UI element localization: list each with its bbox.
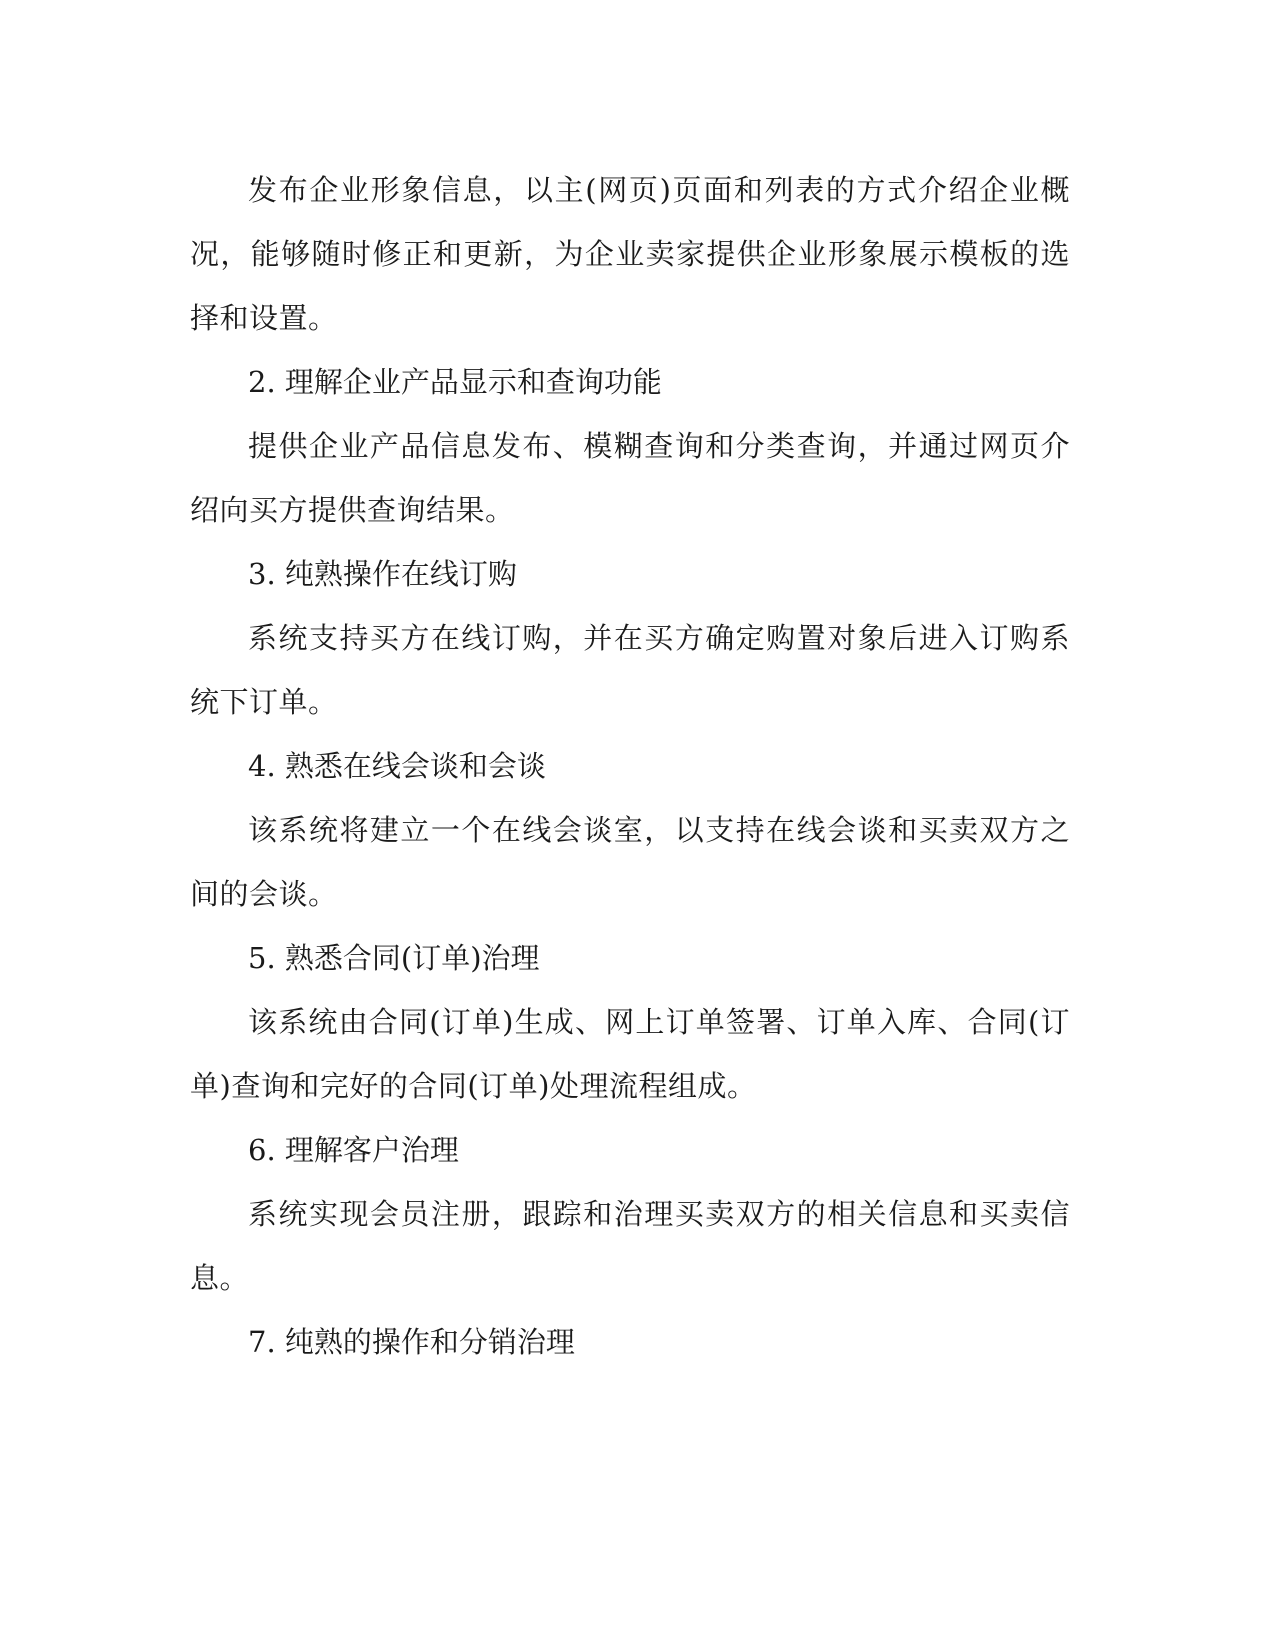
heading-contract-management: 5. 熟悉合同(订单)治理	[248, 941, 540, 975]
paragraph-product-display: 提供企业产品信息发布、模糊查询和分类查询，并通过网页介绍向买方提供查询结果。	[190, 429, 1070, 527]
heading-customer-management: 6. 理解客户治理	[248, 1133, 459, 1167]
paragraph-online-meeting: 该系统将建立一个在线会谈室，以支持在线会谈和买卖双方之间的会谈。	[190, 813, 1070, 911]
document-body	[190, 158, 1070, 1374]
paragraph-contract-management: 该系统由合同(订单)生成、网上订单签署、订单入库、合同(订单)查询和完好的合同(订单)处理流程组成。	[190, 1005, 1070, 1103]
paragraph-enterprise-image: 发布企业形象信息，以主(网页)页面和列表的方式介绍企业概况，能够随时修正和更新，为企业卖家提供企业形象展示模板的选择和设置。	[190, 173, 1070, 335]
heading-online-ordering: 3. 纯熟操作在线订购	[248, 557, 517, 591]
heading-online-meeting: 4. 熟悉在线会谈和会谈	[248, 749, 546, 783]
heading-product-display: 2. 理解企业产品显示和查询功能	[248, 365, 662, 399]
paragraph-online-ordering: 系统支持买方在线订购，并在买方确定购置对象后进入订购系统下订单。	[190, 621, 1070, 719]
paragraph-customer-management: 系统实现会员注册，跟踪和治理买卖双方的相关信息和买卖信息。	[190, 1197, 1070, 1295]
heading-distribution-management: 7. 纯熟的操作和分销治理	[248, 1325, 575, 1359]
